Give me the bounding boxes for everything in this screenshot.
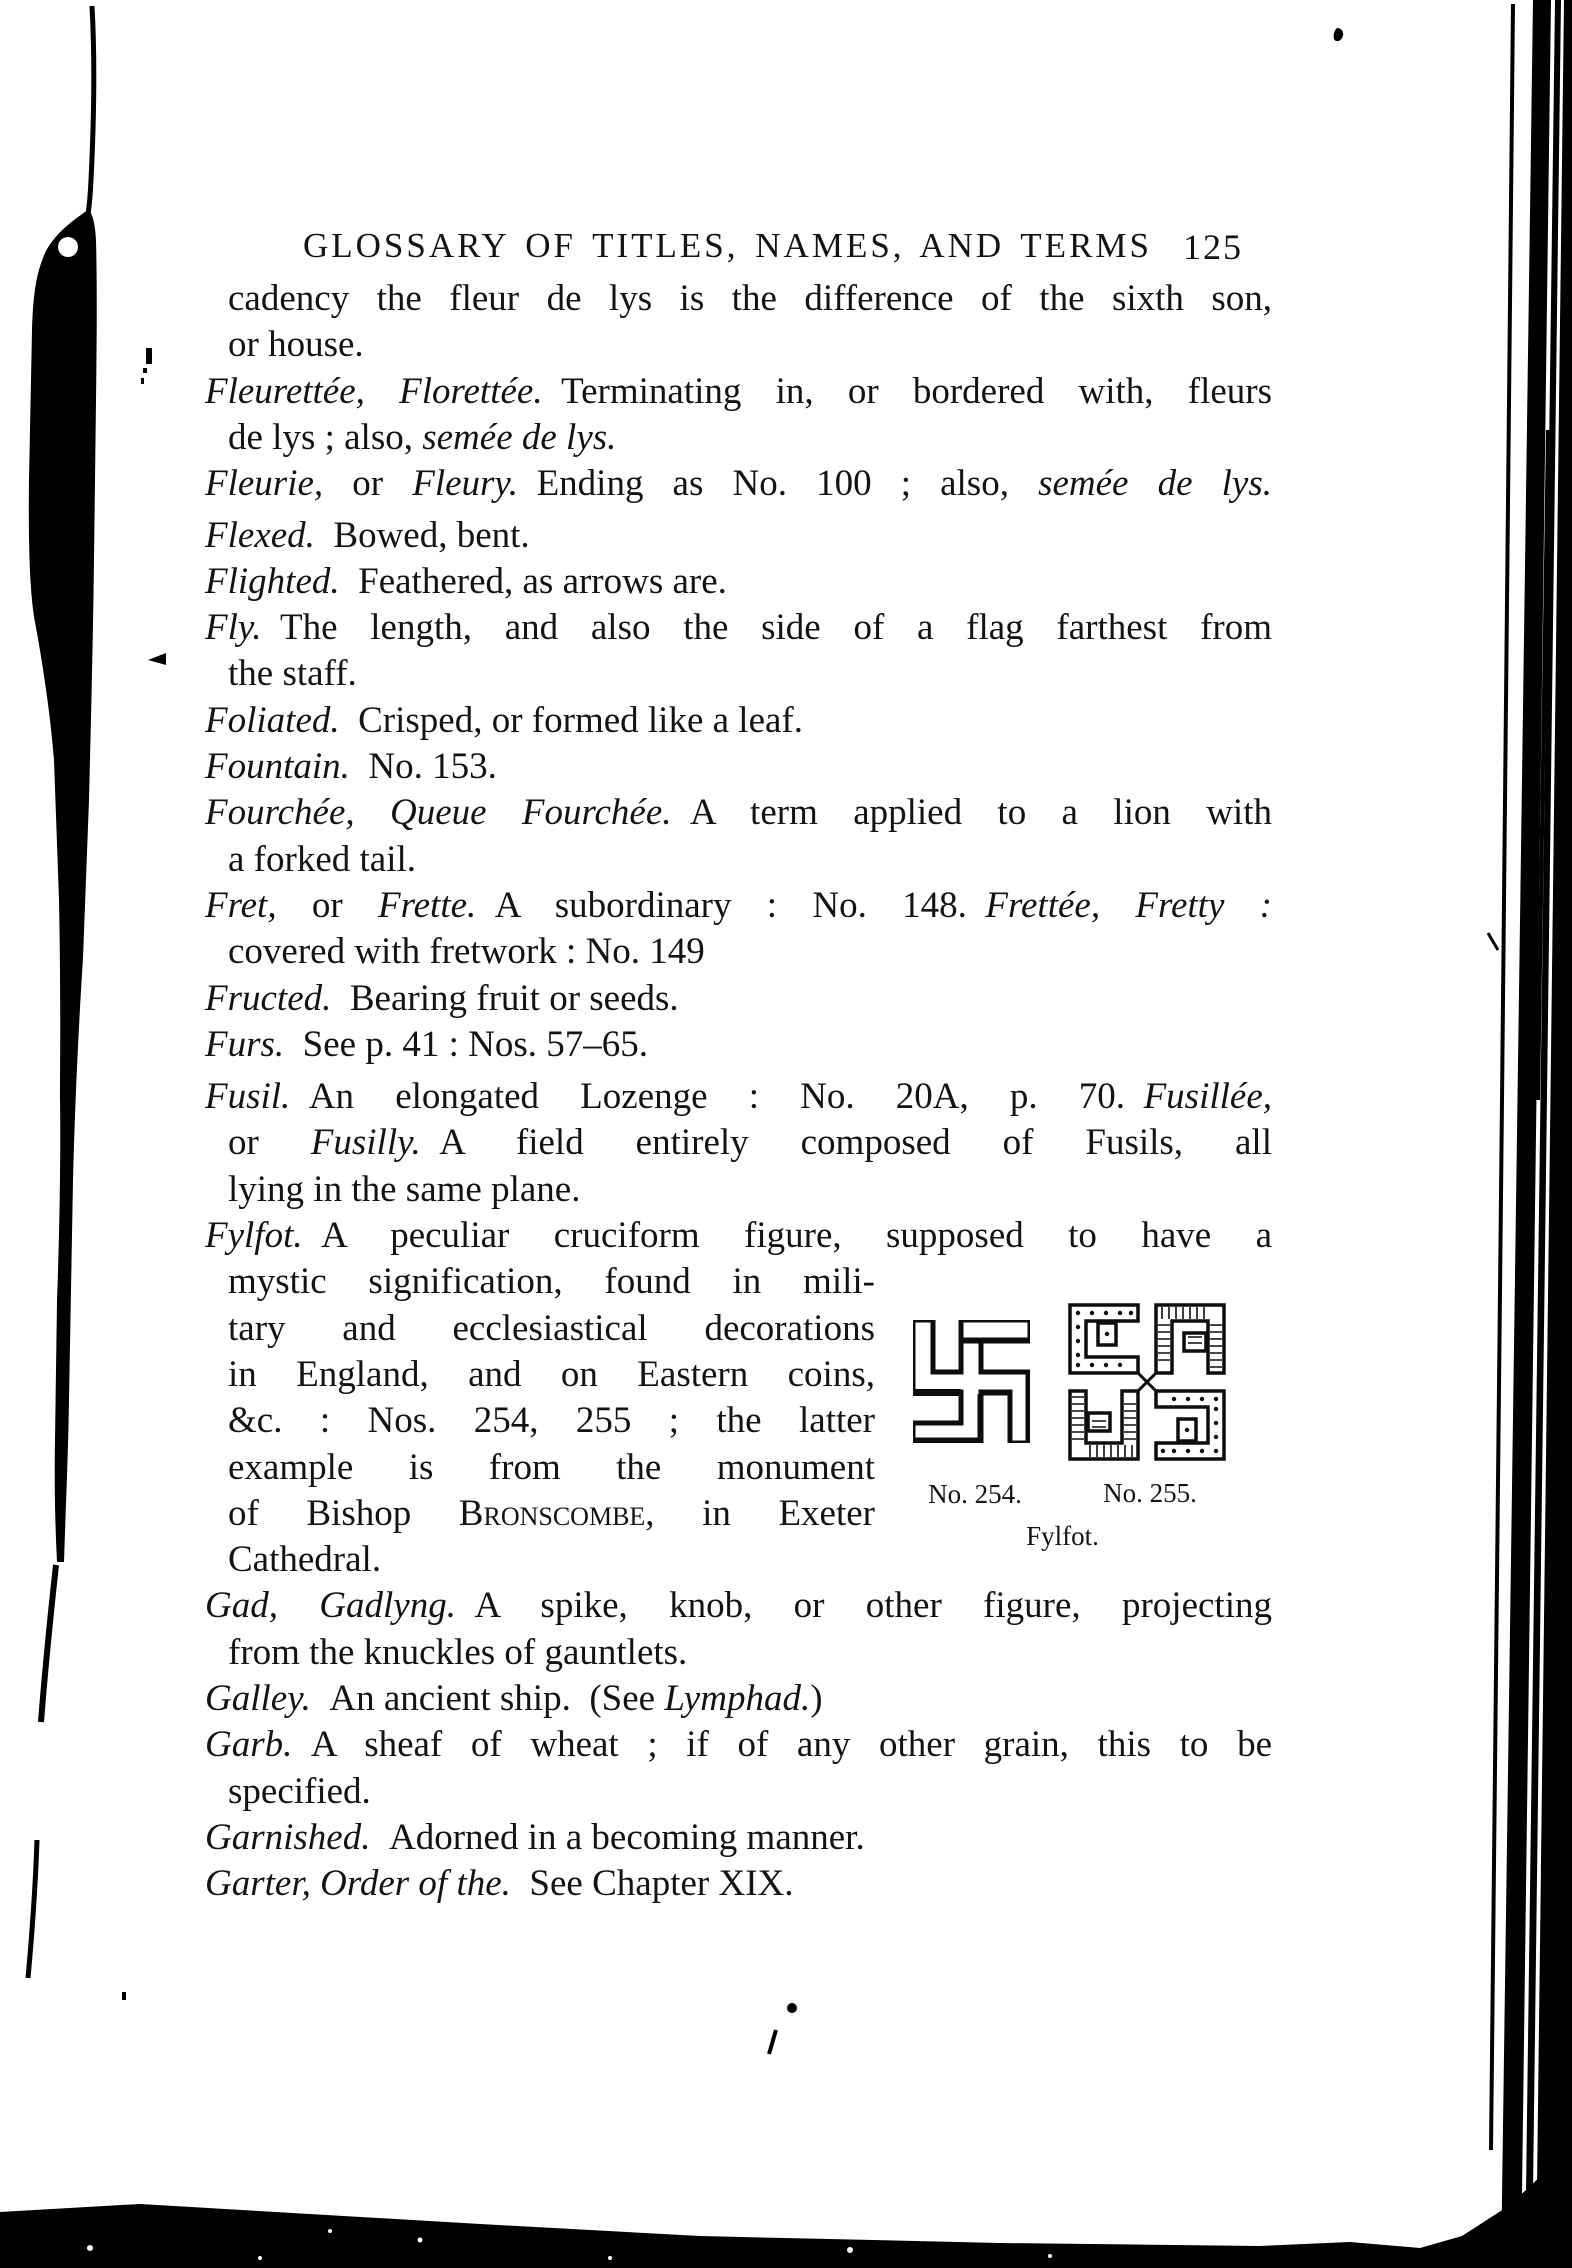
text-run: Fly. <box>205 607 262 649</box>
glossary-line <box>205 514 530 558</box>
text-run: semée de lys. <box>1038 463 1272 505</box>
text-run: Frettée, Fretty : <box>985 884 1272 926</box>
fylfot-figure-255 <box>1068 1303 1226 1461</box>
text-run: specified. <box>228 1770 371 1812</box>
fylfot-quadrant-hatched <box>1070 1391 1138 1459</box>
text-run: Galley. <box>205 1678 311 1719</box>
fylfot-quadrant-dotted <box>1156 1391 1224 1459</box>
text-run: de lys ; also, <box>228 416 423 458</box>
text-run: of Bishop <box>228 1492 459 1534</box>
glossary-line <box>205 884 1272 928</box>
glossary-line <box>205 699 803 743</box>
text-run: Feathered, as arrows are. <box>339 560 727 602</box>
text-run: Fructed. <box>205 977 332 1019</box>
text-run: No. 153. <box>349 746 497 787</box>
glossary-line <box>228 1446 875 1490</box>
glossary-line <box>228 1307 875 1351</box>
text-run: Fourchée, Queue Fourchée. <box>205 792 672 834</box>
text-run: ) <box>810 1678 823 1719</box>
text-run: Furs. <box>205 1023 285 1065</box>
text-run: The length, and also the side of a flag farthest from <box>261 607 1272 649</box>
text-run: Fusil. <box>205 1076 291 1118</box>
text-run: or <box>323 463 413 505</box>
glossary-line <box>228 1399 875 1443</box>
text-run: An elongated Lozenge : No. 20A, p. 70. <box>290 1076 1144 1118</box>
glossary-line <box>205 1584 1272 1628</box>
glossary-line <box>205 1677 823 1721</box>
figure-caption-254: No. 254. <box>928 1479 1022 1509</box>
text-run: A sheaf of wheat ; if of any other grain, this to be <box>292 1724 1272 1766</box>
text-run: A term applied to a lion with <box>671 792 1272 834</box>
page-title: GLOSSARY OF TITLES, NAMES, AND TERMS <box>303 226 1152 265</box>
text-run: A spike, knob, or other figure, projecting <box>455 1585 1272 1627</box>
text-run: Bearing fruit or seeds. <box>331 977 679 1019</box>
text-run: a forked tail. <box>228 838 416 880</box>
text-run: Fylfot. <box>205 1215 303 1256</box>
text-run: Fleurie, <box>205 463 324 505</box>
text-run: Fleurettée, Florettée. <box>205 370 543 412</box>
figure-caption-fylfot: Fylfot. <box>1026 1521 1099 1551</box>
text-run: Flighted. <box>205 560 340 602</box>
glossary-line <box>228 838 416 882</box>
glossary-line <box>205 1723 1272 1767</box>
fylfot-quadrant-hatched <box>1156 1305 1224 1373</box>
text-run: from the knuckles of gauntlets. <box>228 1631 688 1673</box>
glossary-line <box>205 745 497 789</box>
glossary-line <box>228 1121 1272 1165</box>
text-run: semée de lys. <box>422 416 617 458</box>
text-run: Frette. <box>378 884 477 926</box>
text-run: Fleury. <box>412 463 519 505</box>
text-run: Bowed, bent. <box>314 514 530 556</box>
glossary-line <box>228 1770 371 1814</box>
glossary-line <box>205 977 679 1021</box>
text-run: A subordinary : No. 148. <box>476 884 986 926</box>
glossary-line <box>205 1816 865 1860</box>
text-run: Ending as No. 100 ; also, <box>518 463 1039 505</box>
glossary-line <box>228 323 364 367</box>
glossary-line <box>205 1075 1272 1119</box>
text-run: An ancient ship. (See <box>310 1678 665 1719</box>
text-run: Lymphad. <box>664 1678 811 1719</box>
text-run: A field entirely composed of Fusils, all <box>420 1122 1272 1164</box>
text-run: Crisped, or formed like a leaf. <box>339 699 803 741</box>
text-run: Flexed. <box>205 514 315 556</box>
fylfot-quadrant-dotted <box>1070 1305 1138 1373</box>
text-run: Foliated. <box>205 699 340 741</box>
text-run: See Chapter XIX. <box>510 1863 794 1905</box>
text-run: example is from the monument <box>228 1446 875 1488</box>
text-run: or <box>228 1122 311 1164</box>
glossary-line <box>205 370 1272 414</box>
fylfot-center-cross <box>1138 1373 1156 1391</box>
glossary-line <box>205 1214 1272 1258</box>
text-run: or <box>276 884 378 926</box>
text-run: Fusillée, <box>1143 1076 1272 1118</box>
glossary-line <box>228 1168 580 1212</box>
glossary-line <box>228 1538 381 1582</box>
glossary-line <box>228 277 1272 321</box>
text-run: Terminating in, or bordered with, fleurs <box>542 370 1272 412</box>
text-run: Garb. <box>205 1724 293 1766</box>
glossary-line <box>205 791 1272 835</box>
text-run: Fret, <box>205 884 277 926</box>
glossary-line <box>205 1023 648 1067</box>
text-run: A peculiar cruciform figure, supposed to have a <box>302 1215 1272 1256</box>
text-run: Gad, Gadlyng. <box>205 1585 456 1627</box>
page-number: 125 <box>1183 227 1243 267</box>
glossary-line <box>228 1260 875 1304</box>
text-run: Bronscombe <box>458 1492 646 1534</box>
glossary-line <box>228 1492 875 1536</box>
glossary-line <box>205 1862 793 1906</box>
glossary-line <box>228 1353 875 1397</box>
text-run: mystic signification, found in mili- <box>228 1261 875 1303</box>
glossary-line <box>205 560 727 604</box>
text-run: Cathedral. <box>228 1539 382 1581</box>
text-run: lying in the same plane. <box>228 1168 581 1210</box>
text-run: in England, and on Eastern coins, <box>228 1353 875 1395</box>
text-run: Garnished. <box>205 1816 371 1858</box>
glossary-line <box>228 1631 687 1675</box>
text-run: covered with fretwork : No. 149 <box>228 931 705 973</box>
glossary-line <box>228 416 616 460</box>
figure-caption-255: No. 255. <box>1103 1478 1197 1508</box>
glossary-line <box>205 462 1272 506</box>
fylfot-figure-254 <box>913 1320 1030 1443</box>
text-run: Fountain. <box>205 746 350 787</box>
text-run: See p. 41 : Nos. 57–65. <box>284 1023 648 1065</box>
text-run: , in Exeter <box>645 1492 875 1534</box>
text-run: the staff. <box>228 653 357 695</box>
glossary-line <box>228 930 705 974</box>
text-run: cadency the fleur de lys is the difference of the sixth son, <box>228 278 1272 319</box>
text-run: or house. <box>228 324 364 366</box>
text-run: Fusilly. <box>310 1122 421 1164</box>
text-run: &c. : Nos. 254, 255 ; the latter <box>228 1400 875 1442</box>
text-run: Garter, Order of the. <box>205 1863 511 1905</box>
text-run: Adorned in a becoming manner. <box>370 1816 865 1858</box>
text-run: tary and ecclesiastical decorations <box>228 1307 875 1349</box>
glossary-line <box>228 652 357 696</box>
glossary-line <box>205 606 1272 650</box>
